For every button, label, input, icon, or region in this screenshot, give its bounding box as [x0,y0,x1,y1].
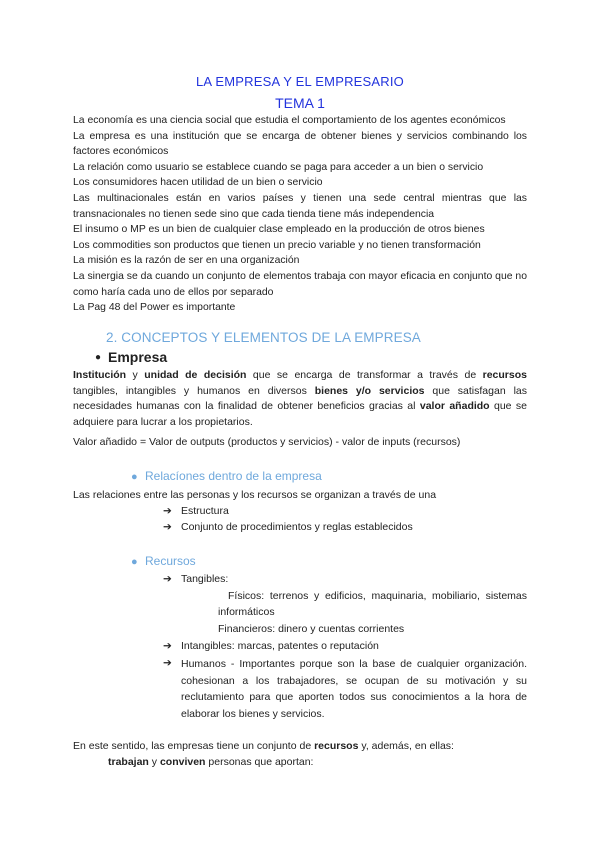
term-bold: bienes y/o servicios [314,384,425,397]
fisicos-text: Físicos: terrenos y edificios, maquinaria, mobiliario, sistemas informáticos [218,590,527,618]
section-heading: 2. CONCEPTOS Y ELEMENTOS DE LA EMPRESA [106,330,421,345]
intro-line: La empresa es una institución que se encarga de obtener bienes y servicios combinando los factores económicos [73,130,527,158]
intro-line: El insumo o MP es un bien de cualquier clase empleado en la producción de otros bienes [73,224,485,236]
empresa-heading-label: Empresa [108,349,168,365]
bullet-icon: ● [131,471,138,483]
term-bold: conviven [159,756,206,768]
list-item-text: Conjunto de procedimientos y reglas establecidos [181,521,413,533]
intro-line: Los commodities son productos que tienen un precio variable y no tienen transformación [73,239,481,251]
intro-line: La sinergia se da cuando un conjunto de elementos trabaja con mayor eficacia en conjunto que no como haría cada uno de ellos por separado [73,270,527,298]
intro-line: La Pag 48 del Power es importante [73,302,236,314]
empresa-definition [73,368,527,430]
closing-text: En este sentido, las empresas tiene un conjunto de [73,740,315,752]
list-item [163,520,527,536]
closing-line-1 [73,739,527,755]
document-title: LA EMPRESA Y EL EMPRESARIO [196,74,404,89]
definition-text: que satisfagan las necesidades humanas con la finalidad de obtener beneficios gracias al [73,384,527,413]
intro-line: La relación como usuario se establece cuando se paga para acceder a un bien o servicio [73,161,484,173]
relaciones-heading-label: Relacíones dentro de la empresa [145,469,322,483]
intro-line: Los consumidores hacen utilidad de un bien o servicio [73,177,323,189]
arrow-icon: ➔ [163,521,172,533]
term-bold: recursos [482,369,527,381]
arrow-icon: ➔ [163,573,172,585]
intro-line: La economía es una ciencia social que estudia el comportamiento de los agentes económicos [73,115,506,126]
financieros-text: Financieros: dinero y cuentas corrientes [218,623,405,635]
list-item-text: Humanos - Importantes porque son la base de cualquier organización. cohesionan a los trabajadores, se ocupan de su motivación y su reclutamiento para que aporten todos sus conocimientos a la hora de elaborar los bienes y servicios. [181,658,527,720]
closing-text: personas que aportan: [205,756,314,768]
arrow-icon: ➔ [163,657,172,669]
bullet-icon: ● [131,556,138,568]
list-item-text: Intangibles: marcas, patentes o reputación [181,640,379,652]
closing-text: y [148,756,160,768]
closing-text: y, además, en ellas: [358,740,454,752]
arrow-icon: ➔ [163,505,172,517]
intro-line: Las multinacionales están en varios países y tienen una sede central mientras que las transnacionales no tienen sede sino que cada tienda tiene más independencia [73,192,527,220]
bullet-icon: ● [95,352,102,363]
list-item-text: Estructura [181,505,229,517]
list-item [163,572,527,588]
valor-formula: Valor añadido = Valor de outputs (productos y servicios) - valor de inputs (recursos) [73,436,461,448]
term-bold: Institución [73,369,127,381]
empresa-heading [95,349,167,365]
list-item [163,504,527,520]
term-bold: trabajan [108,756,149,768]
recursos-heading [131,554,196,568]
list-item [163,656,527,722]
definition-text: tangibles, intangibles y humanos en diversos [73,384,315,397]
term-bold: recursos [314,740,359,752]
term-bold: valor añadido [419,400,490,413]
definition-text: que se adquiere para lucrar a los propietarios. [73,400,527,428]
recursos-heading-label: Recursos [145,554,196,568]
definition-text: y [126,369,145,381]
arrow-icon: ➔ [163,640,172,652]
list-item [163,639,527,655]
closing-line-2 [108,755,528,771]
term-bold: unidad de decisión [144,369,247,381]
relaciones-intro: Las relaciones entre las personas y los recursos se organizan a través de una [73,489,437,501]
document-subtitle: TEMA 1 [275,95,325,111]
definition-text: que se encarga de transformar a través de [246,369,483,381]
list-item-text: Tangibles: [181,573,229,585]
relaciones-heading [131,469,322,483]
intro-line: La misión es la razón de ser en una organización [73,255,300,267]
intro-notes [73,113,527,316]
